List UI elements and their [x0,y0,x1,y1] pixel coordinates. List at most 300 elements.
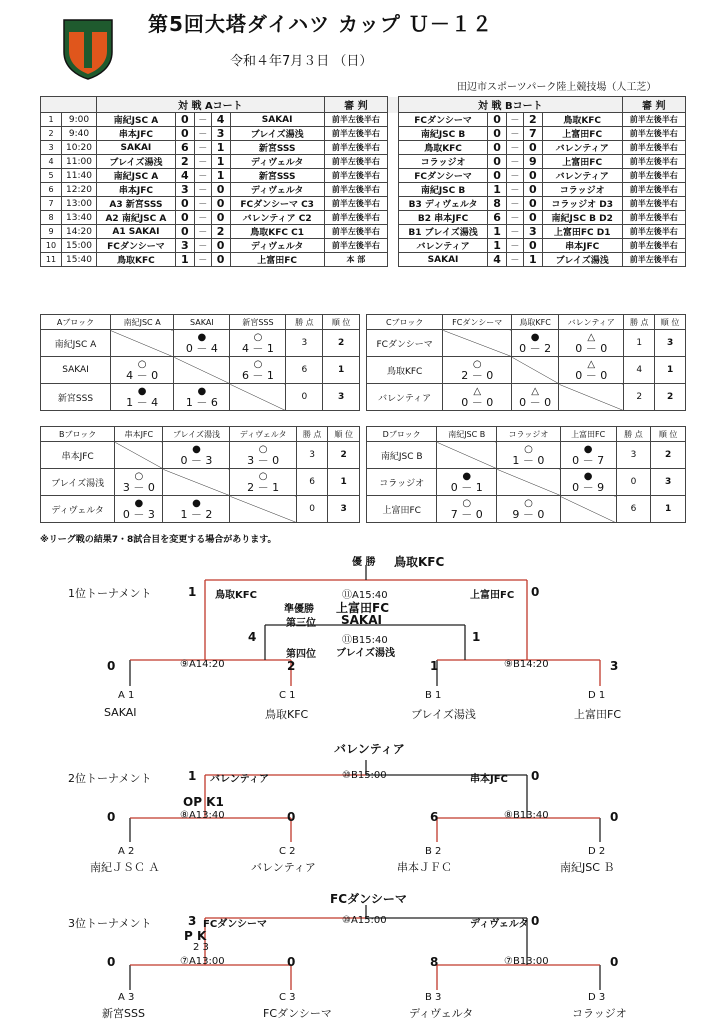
grid-col-team: 串本JFC [115,427,163,442]
team-rank: 3 [323,384,360,411]
score-a-away: 0 [211,211,230,225]
score-a-away: 1 [211,169,230,183]
grid-row-team: 南紀JSC B [367,442,437,469]
result-score: 2 － 0 [461,368,494,382]
seed-team: 鳥取KFC [265,708,309,721]
final-team-left: FCダンシーマ [203,919,268,930]
team-rank: 3 [655,330,686,357]
score-b-away: 3 [523,225,542,239]
team-b-away: 南紀JSC B D2 [542,211,622,225]
team-a-away: ディヴェルタ [230,239,324,253]
grid-row-team: 新宮SSS [41,384,111,411]
seed-code: A 1 [118,690,135,701]
team-b-home: 鳥取KFC [399,141,488,155]
seed-code: D 3 [588,992,606,1003]
seed-team: バレンティア [251,861,316,874]
match-time: 11:40 [62,169,97,183]
result-score: 0 － 0 [461,395,494,409]
match-time: 9:40 [62,127,97,141]
team-a-home: 串本JFC [97,127,176,141]
referee-a: 前半左後半右 [324,225,387,239]
grid-col-team: SAKAI [174,315,230,330]
result-score: 0 － 2 [519,341,552,355]
semi1-score-right: 0 [287,955,296,969]
score-a-home: 2 [175,155,194,169]
result-score: 0 － 3 [122,507,155,521]
rank-header: 順 位 [655,315,686,330]
event-date: 令和４年7月３日 （日） [230,54,373,69]
runner-up-name: 上富田FC [336,601,390,615]
tournament-label: 2位トーナメント [68,772,152,785]
match-time: 13:40 [62,211,97,225]
dash: － [194,253,211,267]
dash: － [507,169,524,183]
result-score: 4 － 0 [126,368,159,382]
result-score: 1 － 0 [512,453,545,467]
dash: － [194,169,211,183]
result-score: 2 － 1 [247,480,280,494]
final-team-left: 鳥取KFC [215,590,257,601]
grid-col-team: コラッジオ [497,427,561,442]
score-b-home: 1 [488,239,507,253]
team-points: 1 [624,330,655,357]
final-match-time: ⑩A15:00 [342,915,387,926]
referee-a: 前半左後半右 [324,197,387,211]
block-name: Aブロック [41,315,111,330]
score-b-away: 1 [523,253,542,267]
tournament-label: 3位トーナメント [68,917,152,930]
team-a-away: ディヴェルタ [230,155,324,169]
score-a-away: 0 [211,183,230,197]
score-b-away: 7 [523,127,542,141]
team-rank: 1 [655,357,686,384]
team-a-away: ブレイズ湯浅 [230,127,324,141]
referee-a: 前半左後半右 [324,155,387,169]
result-score: 3 － 0 [122,480,155,494]
team-b-away: 上富田FC [542,127,622,141]
referee-a: 前半左後半右 [324,183,387,197]
score-a-home: 0 [175,113,194,127]
semi1-score-right: 2 [287,659,296,673]
team-points: 0 [286,384,323,411]
team-a-away: 新宮SSS [230,141,324,155]
team-points: 6 [296,469,328,496]
champion-name: FCダンシーマ [330,892,407,906]
page-title: 第5回大塔ダイハツ カップ Ｕ－１２ [148,12,493,36]
team-a-home: A2 南紀JSC A [97,211,176,225]
final-team-left: バレンティア [210,774,269,785]
result-score: 0 － 0 [575,341,608,355]
result-mark: ○ [137,358,147,370]
final-team-right: 串本JFC [470,774,508,785]
score-a-away: 1 [211,141,230,155]
pk-label: P K [184,929,207,943]
team-a-away: 鳥取KFC C1 [230,225,324,239]
result-mark: △ [531,385,539,397]
referee-b: 前半左後半右 [622,141,685,155]
referee-b-header: 審 判 [622,97,685,113]
team-b-home: バレンティア [399,239,488,253]
grid-col-team: ブレイズ湯浅 [163,427,230,442]
grid-row-team: 南紀JSC A [41,330,111,357]
rank-header: 順 位 [328,427,360,442]
team-a-home: SAKAI [97,141,176,155]
dash: － [194,183,211,197]
semi1-match-time: ⑦A13:00 [180,956,225,967]
team-a-home: FCダンシーマ [97,239,176,253]
match-time: 15:00 [62,239,97,253]
champion-name: 鳥取KFC [394,555,445,569]
grid-row-team: FCダンシーマ [367,330,443,357]
semi2-score-right: 0 [610,810,619,824]
team-b-home: FCダンシーマ [399,169,488,183]
dash: － [194,225,211,239]
dash: － [507,225,524,239]
seed-team: ディヴェルタ [409,1007,474,1020]
dash: － [194,155,211,169]
seed-code: C 1 [279,690,296,701]
referee-a: 前半左後半右 [324,127,387,141]
match-no: 2 [41,127,62,141]
score-a-home: 3 [175,239,194,253]
team-a-away: バレンティア C2 [230,211,324,225]
pk-score: OP K1 [183,795,224,809]
score-b-away: 2 [523,113,542,127]
runner-up-label: 準優勝 [284,604,314,615]
grid-row-team: 鳥取KFC [367,357,443,384]
referee-b: 前半左後半右 [622,253,685,267]
grid-row-team: 串本JFC [41,442,115,469]
team-b-away: 上富田FC [542,155,622,169]
score-a-home: 3 [175,183,194,197]
third-match-time: ⑪B15:40 [342,635,388,646]
referee-b: 前半左後半右 [622,183,685,197]
referee-a: 前半左後半右 [324,141,387,155]
match-time: 9:00 [62,113,97,127]
result-mark: ● [530,331,540,343]
result-score: 9 － 0 [512,507,545,521]
referee-a: 前半左後半右 [324,239,387,253]
rank-header: 順 位 [323,315,360,330]
result-mark: ● [583,443,593,455]
team-b-home: 南紀JSC B [399,183,488,197]
match-no: 11 [41,253,62,267]
result-mark: ○ [524,443,533,455]
team-rank: 1 [323,357,360,384]
referee-b: 前半左後半右 [622,197,685,211]
points-header: 勝 点 [616,427,651,442]
grid-col-team: 上富田FC [560,427,616,442]
team-points: 0 [616,469,651,496]
match-no: 7 [41,197,62,211]
team-a-away: ディヴェルタ [230,183,324,197]
score-a-home: 4 [175,169,194,183]
dash: － [507,127,524,141]
result-mark: ● [197,331,207,343]
team-b-home: B3 ディヴェルタ [399,197,488,211]
result-mark: ○ [134,470,144,482]
team-a-home: A3 新宮SSS [97,197,176,211]
score-b-away: 0 [523,183,542,197]
match-no: 6 [41,183,62,197]
team-a-home: ブレイズ湯浅 [97,155,176,169]
match-no: 8 [41,211,62,225]
seed-code: A 2 [118,846,135,857]
dash: － [194,141,211,155]
team-a-home: 串本JFC [97,183,176,197]
score-a-away: 3 [211,127,230,141]
score-a-away: 0 [211,253,230,267]
grid-row-team: ディヴェルタ [41,496,115,523]
team-points: 0 [296,496,328,523]
final-score-left: 1 [188,585,197,599]
team-rank: 2 [651,442,686,469]
seed-team: ブレイズ湯浅 [411,708,476,721]
result-mark: ○ [462,497,472,509]
score-a-away: 0 [211,239,230,253]
dash: － [507,183,524,197]
referee-a: 本 部 [324,253,387,267]
referee-b: 前半左後半右 [622,239,685,253]
dash: － [194,197,211,211]
team-rank: 2 [323,330,360,357]
team-b-away: バレンティア [542,141,622,155]
score-b-home: 0 [488,141,507,155]
result-score: 0 － 0 [519,395,552,409]
score-b-home: 1 [488,183,507,197]
team-points: 2 [624,384,655,411]
score-b-home: 6 [488,211,507,225]
score-b-home: 0 [488,155,507,169]
semi2-match-time: ⑨B14:20 [504,659,549,670]
final-match-time: ⑩B15:00 [342,770,387,781]
result-score: 6 － 1 [241,368,274,382]
referee-b: 前半左後半右 [622,225,685,239]
dash: － [507,155,524,169]
team-rank: 2 [328,442,360,469]
court-a-header: 対 戦 Aコート [97,97,325,113]
champion-label: 優 勝 [352,557,376,568]
schedule-change-note: ※リーグ戦の結果7・8試合目を変更する場合があります。 [40,535,277,545]
team-rank: 3 [328,496,360,523]
score-b-away: 0 [523,141,542,155]
points-header: 勝 点 [296,427,328,442]
seed-code: D 2 [588,846,606,857]
score-b-away: 9 [523,155,542,169]
grid-col-team: 新宮SSS [230,315,286,330]
referee-b: 前半左後半右 [622,113,685,127]
dash: － [507,113,524,127]
block-name: Cブロック [367,315,443,330]
dash: － [194,211,211,225]
team-b-home: SAKAI [399,253,488,267]
grid-row-team: ブレイズ湯浅 [41,469,115,496]
result-score: 0 － 0 [575,368,608,382]
dash: － [507,239,524,253]
score-a-away: 0 [211,197,230,211]
semi1-score-left: 0 [107,810,116,824]
score-a-home: 0 [175,225,194,239]
team-a-away: 新宮SSS [230,169,324,183]
team-b-home: 南紀JSC B [399,127,488,141]
rank-header: 順 位 [651,427,686,442]
result-mark: ● [462,470,472,482]
semi2-match-time: ⑧B13:40 [504,810,549,821]
final-score-right: 0 [531,585,540,599]
result-mark: ● [197,385,207,397]
team-a-away: SAKAI [230,113,324,127]
seed-team: SAKAI [104,706,137,719]
team-rank: 1 [651,496,686,523]
match-no: 4 [41,155,62,169]
seed-code: C 2 [279,846,296,857]
grid-col-team: ディヴェルタ [230,427,296,442]
match-no: 1 [41,113,62,127]
dash: － [507,141,524,155]
team-b-away: 上富田FC D1 [542,225,622,239]
result-mark: ● [137,385,147,397]
score-a-home: 0 [175,127,194,141]
team-b-away: ブレイズ湯浅 [542,253,622,267]
team-a-home: 鳥取KFC [97,253,176,267]
match-no: 5 [41,169,62,183]
points-header: 勝 点 [624,315,655,330]
team-b-home: B1 ブレイズ湯浅 [399,225,488,239]
seed-code: B 2 [425,846,442,857]
score-b-away: 0 [523,197,542,211]
champion-name: バレンティア [334,742,405,756]
team-points: 3 [296,442,328,469]
semi1-match-time: ⑧A13:40 [180,810,225,821]
fourth-label: 第四位 [286,649,316,660]
semi1-score-left: 0 [107,955,116,969]
seed-team: 南紀JSC Ｂ [560,861,615,874]
result-score: 1 － 2 [180,507,213,521]
score-a-home: 0 [175,197,194,211]
team-a-away: 上富田FC [230,253,324,267]
team-rank: 2 [655,384,686,411]
score-b-home: 8 [488,197,507,211]
team-points: 6 [616,496,651,523]
dash: － [194,127,211,141]
semi2-score-left: 8 [430,955,439,969]
grid-col-team: FCダンシーマ [443,315,512,330]
result-score: 3 － 0 [247,453,280,467]
dash: － [507,197,524,211]
result-score: 1 － 4 [126,395,159,409]
match-time: 14:20 [62,225,97,239]
referee-a: 前半左後半右 [324,113,387,127]
seed-team: コラッジオ [572,1007,627,1020]
tournament-label: 1位トーナメント [68,587,152,600]
block-name: Dブロック [367,427,437,442]
team-b-away: コラッジオ [542,183,622,197]
third-match-score-left: 4 [248,630,257,644]
referee-a-header: 審 判 [324,97,387,113]
score-a-home: 6 [175,141,194,155]
result-mark: ○ [258,470,268,482]
match-time: 13:00 [62,197,97,211]
result-score: 0 － 3 [180,453,213,467]
referee-b: 前半左後半右 [622,169,685,183]
result-score: 1 － 6 [185,395,218,409]
team-points: 6 [286,357,323,384]
seed-code: A 3 [118,992,135,1003]
grid-row-team: コラッジオ [367,469,437,496]
venue-name: 田辺市スポーツパーク陸上競技場（人工芝） [457,82,657,93]
final-score-left: 3 [188,914,197,928]
semi1-match-time: ⑨A14:20 [180,659,225,670]
score-a-home: 1 [175,253,194,267]
pk-score: 2 3 [193,942,209,953]
team-points: 4 [624,357,655,384]
semi2-score-right: 3 [610,659,619,673]
result-score: 0 － 9 [572,480,605,494]
result-mark: ○ [253,331,263,343]
result-mark: △ [473,385,482,397]
third-label: 第三位 [286,618,316,629]
referee-a: 前半左後半右 [324,211,387,225]
dash: － [194,113,211,127]
match-time: 11:00 [62,155,97,169]
team-b-away: 串本JFC [542,239,622,253]
result-mark: ○ [253,358,263,370]
match-no: 3 [41,141,62,155]
block-name: Bブロック [41,427,115,442]
result-mark: ○ [472,358,482,370]
referee-b: 前半左後半右 [622,127,685,141]
grid-col-team: バレンティア [559,315,624,330]
team-a-home: 南紀JSC A [97,113,176,127]
seed-team: 新宮SSS [102,1007,145,1020]
score-a-away: 2 [211,225,230,239]
seed-code: B 3 [425,992,442,1003]
referee-a: 前半左後半右 [324,169,387,183]
team-b-away: バレンティア [542,169,622,183]
result-mark: ● [192,443,201,455]
fourth-name: ブレイズ湯浅 [336,648,395,659]
seed-team: FCダンシーマ [263,1007,332,1020]
score-b-home: 0 [488,127,507,141]
score-b-home: 0 [488,113,507,127]
final-score-left: 1 [188,769,197,783]
team-b-away: 鳥取KFC [542,113,622,127]
result-score: 0 － 7 [572,453,605,467]
result-mark: ● [583,470,593,482]
result-score: 7 － 0 [450,507,483,521]
team-b-away: コラッジオ D3 [542,197,622,211]
final-team-right: ディヴェルタ [470,919,529,930]
match-time: 10:20 [62,141,97,155]
seed-code: C 3 [279,992,296,1003]
result-mark: ○ [524,497,533,509]
points-header: 勝 点 [286,315,323,330]
team-a-home: A1 SAKAI [97,225,176,239]
score-a-away: 1 [211,155,230,169]
dash: － [507,253,524,267]
third-match-score-right: 1 [472,630,481,644]
result-mark: ○ [258,443,268,455]
result-score: 0 － 4 [185,341,218,355]
third-name: SAKAI [341,613,382,627]
final-team-right: 上富田FC [470,590,515,601]
grid-row-team: SAKAI [41,357,111,384]
grid-col-team: 南紀JSC A [110,315,173,330]
referee-b: 前半左後半右 [622,155,685,169]
grid-col-team: 南紀JSC B [437,427,497,442]
result-mark: ● [192,497,201,509]
final-score-right: 0 [531,769,540,783]
